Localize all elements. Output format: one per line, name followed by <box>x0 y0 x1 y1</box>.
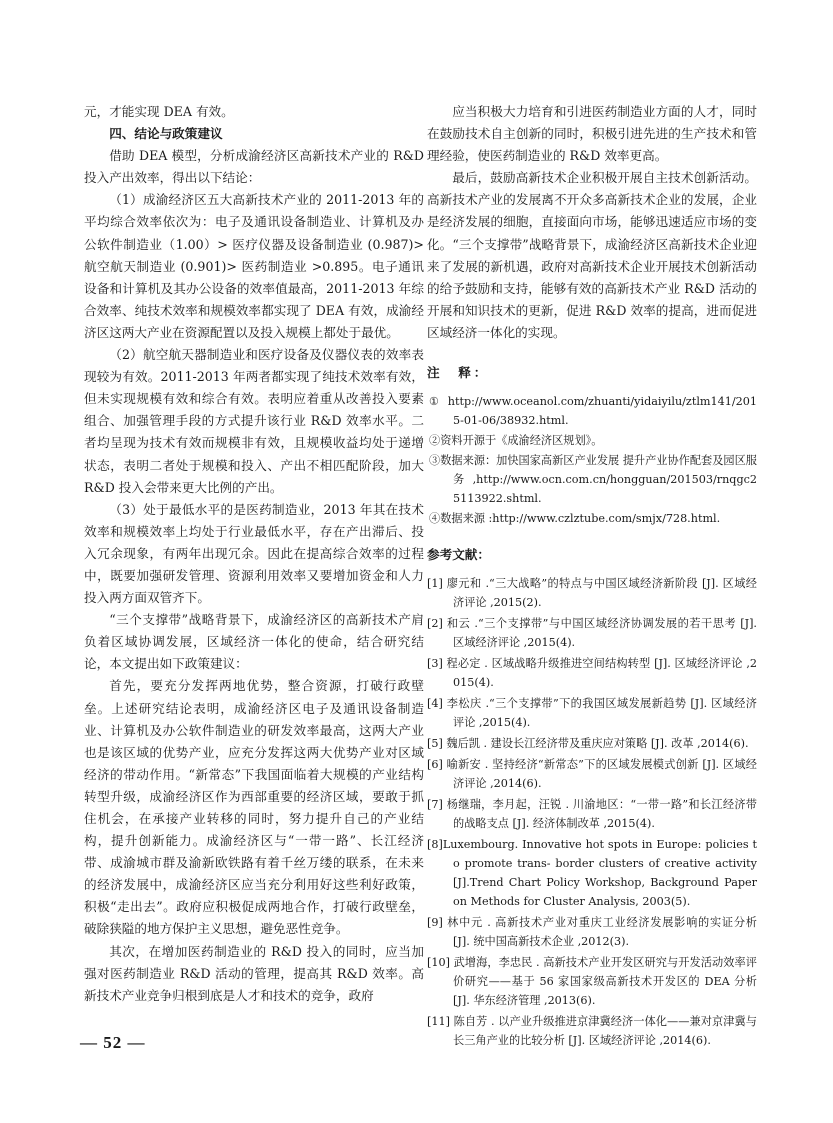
right-column <box>427 101 757 1052</box>
left-column <box>84 101 424 1007</box>
reference-item: [1] 廖元和 .“三大战略”的特点与中国区域经济新阶段 [J]. 区域经济评论 ,2015(2). <box>427 577 757 610</box>
paragraph: 其次，在增加医药制造业的 R&D 投入的同时，应当加强对医药制造业 R&D 活动的管理，提高其 R&D 效率。高新技术产业竞争归根到底是人才和技术的竞争，政府 <box>84 943 424 1003</box>
page-number: — 52 — <box>80 1033 146 1052</box>
reference-item: [3] 程必定 . 区域战略升级推进空间结构转型 [J]. 区域经济评论 ,2015(4). <box>427 657 757 690</box>
paragraph: 首先，要充分发挥两地优势，整合资源，打破行政壁垒。上述研究结论表明，成渝经济区电子及通讯设备制造业、计算机及办公软件制造业的研发效率最高，这两大产业也是该区域的优势产业，应充分发挥这两大优势产业对区域经济的带动作用。“新常态”下我国面临着大规模的产业结构转型升级，成渝经济区作为西部重要的经济区域，要敢于抓住机会，在承接产业转移的同时，努力提升自己的产业结构，提升创新能力。成渝经济区与“一带一路”、长江经济带、成渝城市群及渝新欧铁路有着千丝万缕的联系，在未来的经济发展中，成渝经济区应当充分利用好这些利好政策，积极“走出去”。政府应积极促成两地合作，打破行政壁垒，破除狭隘的地方保护主义思想，避免恶性竞争。 <box>84 678 424 937</box>
note-item: ④数据来源 :http://www.czlztube.com/smjx/728.html. <box>429 512 721 526</box>
reference-item: [11] 陈自芳 . 以产业升级推进京津冀经济一体化——兼对京津冀与长三角产业的比较分析 [J]. 区域经济评论 ,2014(6). <box>427 1015 757 1048</box>
paragraph: （3）处于最低水平的是医药制造业，2013 年其在技术效率和规模效率上均处于行业最低水平，存在产出滞后、投入冗余现象，有两年出现冗余。因此在提高综合效率的过程中，既要加强研发管理、资源利用效率又要增加资金和人力投入两方面双管齐下。 <box>84 501 424 606</box>
reference-item: [2] 和云 .“三个支撑带”与中国区域经济协调发展的若干思考 [J]. 区域经济评论 ,2015(4). <box>427 617 757 650</box>
reference-item: [8]Luxembourg. Innovative hot spots in Europe: policies to promote trans- border clusters of creative activity [J].Trend Chart Policy Workshop, Background Paper on Methods for Cluster Analysis, 2003(5). <box>427 838 757 909</box>
reference-item: [10] 武增海，李忠民 . 高新技术产业开发区研究与开发活动效率评价研究——基于 56 家国家级高新技术开发区的 DEA 分析 [J]. 华东经济管理 ,2013(6). <box>427 956 757 1008</box>
paragraph: 元，才能实现 DEA 有效。 <box>84 104 234 119</box>
reference-item: [9] 林中元 . 高新技术产业对重庆工业经济发展影响的实证分析 [J]. 统中国高新技术企业 ,2012(3). <box>427 916 757 949</box>
paragraph: 应当积极大力培育和引进医药制造业方面的人才，同时在鼓励技术自主创新的同时，积极引进先进的生产技术和管理经验，使医药制造业的 R&D 效率更高。 <box>427 104 757 164</box>
reference-item: [5] 魏后凯 . 建设长江经济带及重庆应对策略 [J]. 改革 ,2014(6). <box>427 737 749 751</box>
notes-list <box>427 392 757 528</box>
paragraph: “三个支撑带”战略背景下，成渝经济区的高新技术产肩负着区域协调发展，区域经济一体化的使命，结合研究结论，本文提出如下政策建议： <box>84 612 424 672</box>
note-item: ① http://www.oceanol.com/zhuanti/yidaiyilu/ztlm141/2015-01-06/38932.html. <box>429 395 757 428</box>
reference-item: [6] 喻新安 . 坚持经济“新常态”下的区域发展模式创新 [J]. 区域经济评论 ,2014(6). <box>427 758 757 791</box>
references-heading: 参考文献： <box>427 547 490 563</box>
paragraph: （1）成渝经济区五大高新技术产业的 2011-2013 年的平均综合效率依次为：电子及通讯设备制造业、计算机及办公软件制造业（1.00）> 医疗仪器及设备制造业 (0.987)> 航空航天制造业 (0.901)> 医药制造业 >0.895。电子通讯设备和计算机及其办公设备的效率值最高，2011-2013 年综合效率、纯技术效率和规模效率都实现了 DEA 有效，成渝经济区这两大产业在资源配置以及投入规模上都处于最优。 <box>84 192 424 340</box>
reference-item: [4] 李松庆 .“三个支撑带”下的我国区域发展新趋势 [J]. 区域经济评论 ,2015(4). <box>427 697 757 730</box>
paragraph: 最后，鼓励高新技术企业积极开展自主技术创新活动。高新技术产业的发展离不开众多高新技术企业的发展，企业是经济发展的细胞，直接面向市场，能够迅速适应市场的变化。“三个支撑带”战略背景下，成渝经济区高新技术企业迎来了发展的新机遇，政府对高新技术企业开展技术创新活动的给予鼓励和支持，能够有效的高新技术产业 R&D 活动的开展和知识技术的更新，促进 R&D 效率的提高，进而促进区域经济一体化的实现。 <box>427 170 757 340</box>
note-item: ②资料开源于《成渝经济区规划》。 <box>429 434 603 448</box>
section-heading: 四、结论与政策建议 <box>109 126 223 142</box>
reference-item: [7] 杨继瑞，李月起，汪锐 . 川渝地区：“一带一路”和长江经济带的战略支点 [J]. 经济体制改革 ,2015(4). <box>427 798 757 831</box>
note-item: ③数据来源：加快国家高新区产业发展 提升产业协作配套及园区服务 ,http://www.ocn.com.cn/hongguan/201503/rnqgc25113922.shtml. <box>429 454 757 506</box>
notes-heading: 注 释： <box>427 365 490 381</box>
paragraph: （2）航空航天器制造业和医疗设备及仪器仪表的效率表现较为有效。2011-2013 年两者都实现了纯技术效率有效，但未实现规模有效和综合有效。表明应着重从改善投入要素组合、加强管理手段的方式提升该行业 R&D 效率水平。二者均呈现为技术有效而规模非有效，且规模收益均处于递增状态，表明二者处于规模和投入、产出不相匹配阶段，加大 R&D 投入会带来更大比例的产出。 <box>84 347 424 495</box>
paragraph: 借助 DEA 模型，分析成渝经济区高新技术产业的 R&D 投入产出效率，得出以下结论： <box>84 148 424 186</box>
references-list <box>427 574 757 1050</box>
